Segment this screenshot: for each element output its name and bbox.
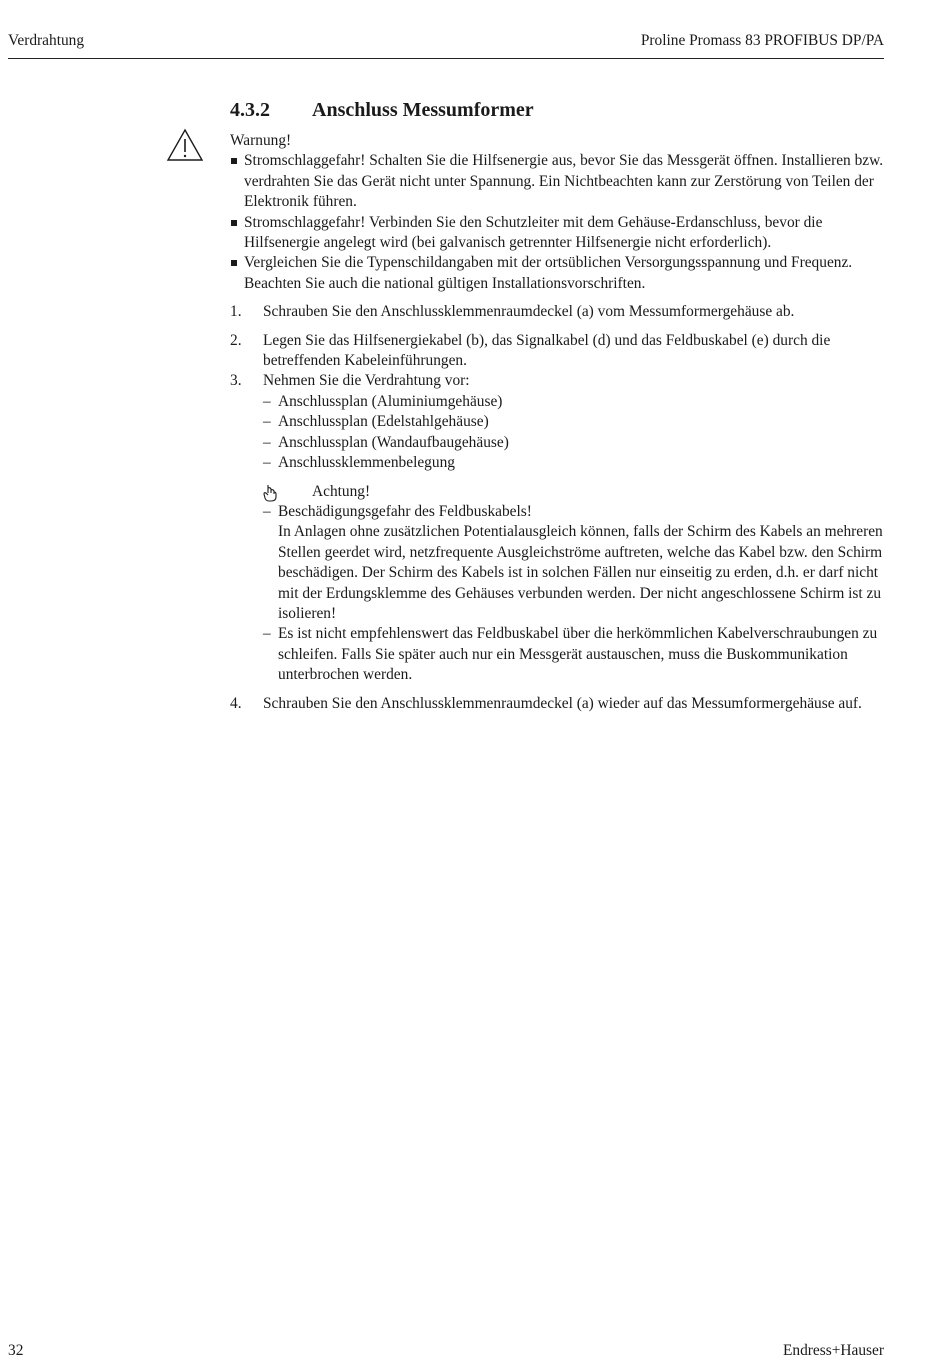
page-header xyxy=(8,32,884,59)
wiring-reference-link[interactable]: – Anschlussplan (Edelstahlgehäuse) xyxy=(263,412,885,432)
pointing-hand-icon xyxy=(263,484,277,502)
caution-list xyxy=(263,502,885,686)
step-text: Schrauben Sie den Anschlussklemmenraumdeckel (a) wieder auf das Messumformergehäuse auf. xyxy=(263,694,862,712)
wiring-reference-link[interactable]: – Anschlussklemmenbelegung xyxy=(263,453,885,473)
warning-list xyxy=(230,151,885,294)
caution-notice xyxy=(263,482,885,502)
warning-item: Vergleichen Sie die Typenschildangaben mit der ortsüblichen Versorgungsspannung und Frequenz. Beachten Sie auch die national gültigen Installationsvorschriften. xyxy=(230,253,885,294)
section-title: Anschluss Messumformer xyxy=(312,99,534,121)
warning-triangle-icon xyxy=(166,128,204,162)
procedure-steps xyxy=(230,302,885,714)
wiring-reference-link[interactable]: – Anschlussplan (Wandaufbaugehäuse) xyxy=(263,433,885,453)
step-3 xyxy=(230,371,885,685)
warning-item: Stromschlaggefahr! Schalten Sie die Hilfsenergie aus, bevor Sie das Messgerät öffnen. Installieren bzw. verdrahten Sie das Gerät nicht unter Spannung. Ein Nichtbeachten kann zur Zerstörung von Teilen der Elektronik führen. xyxy=(230,151,885,212)
page-number: 32 xyxy=(8,1342,24,1359)
wiring-reference-link[interactable]: – Anschlussplan (Aluminiumgehäuse) xyxy=(263,392,885,412)
caution-heading: Beschädigungsgefahr des Feldbuskabels! xyxy=(278,502,532,520)
warning-item: Stromschlaggefahr! Verbinden Sie den Schutzleiter mit dem Gehäuse-Erdanschluss, bevor die Hilfsenergie angelegt wird (bei galvanisch getrennter Hilfsenergie nicht erforderlich). xyxy=(230,213,885,254)
step-text: Legen Sie das Hilfsenergiekabel (b), das Signalkabel (d) und das Feldbuskabel (e) durch die betreffenden Kabeleinführungen. xyxy=(263,331,831,370)
caution-label: Achtung! xyxy=(312,482,371,500)
step-1 xyxy=(230,302,885,322)
step-number: 2. xyxy=(230,331,242,349)
step-2 xyxy=(230,331,885,372)
header-chapter: Verdrahtung xyxy=(8,32,85,49)
brand-name: Endress+Hauser xyxy=(783,1342,884,1359)
warning-label: Warnung! xyxy=(230,132,292,149)
step-number: 4. xyxy=(230,694,242,712)
wiring-reference-list xyxy=(263,392,885,474)
step-text: Schrauben Sie den Anschlussklemmenraumdeckel (a) vom Messumformergehäuse ab. xyxy=(263,303,795,321)
step-number: 1. xyxy=(230,303,242,321)
section-number: 4.3.2 xyxy=(230,99,270,121)
caution-item xyxy=(263,502,885,624)
caution-item: – Es ist nicht empfehlenswert das Feldbuskabel über die herkömmlichen Kabelverschraubungen zu schleifen. Falls Sie später auch nur ein Messgerät austauschen, muss die Buskommunikation unterbrochen werden. xyxy=(263,624,885,685)
caution-detail: In Anlagen ohne zusätzlichen Potentialausgleich können, falls der Schirm des Kabels an mehreren Stellen geerdet wird, netzfrequente Ausgleichströme auftreten, welche das Kabel bzw. den Schirm beschädigen. Der Schirm des Kabels ist in solchen Fällen nur einseitig zu erden, d.h. er darf nicht mit der Erdungsklemme des Gehäuses verbunden werden. Der nicht angeschlossene Schirm ist zu isolieren! xyxy=(278,523,883,622)
section-heading xyxy=(230,99,534,122)
header-product: Proline Promass 83 PROFIBUS DP/PA xyxy=(640,32,884,49)
main-content xyxy=(230,131,885,714)
step-text: Nehmen Sie die Verdrahtung vor: xyxy=(263,372,470,390)
step-4 xyxy=(230,694,885,714)
step-number: 3. xyxy=(230,372,242,390)
